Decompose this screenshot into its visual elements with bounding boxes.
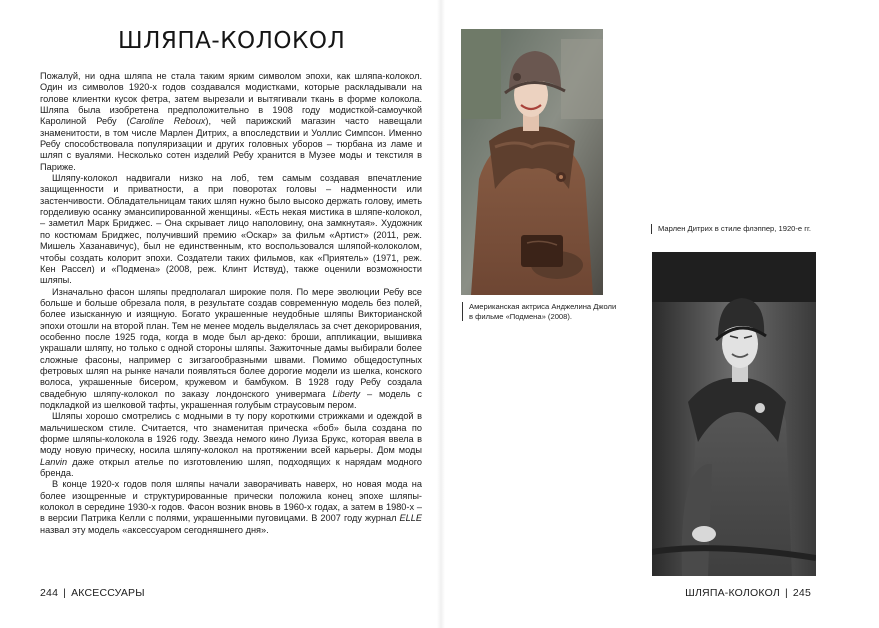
page-number-right: 245 bbox=[792, 587, 811, 599]
section-label-left: АКСЕССУАРЫ bbox=[71, 587, 145, 599]
italic-run: Liberty bbox=[332, 388, 361, 399]
paragraph bbox=[40, 173, 422, 286]
footer-separator: | bbox=[63, 587, 67, 599]
text-run: Изначально фасон шляпы предполагал широкие поля. По мере эволюции Ребу все больше и больше обрезала поля, в результате создав современную модель без полей, более изысканную и изящную. Богато украшенные неудобные шляпы Викторианской эпохи отошли на второй план. Тем не менее модель выделялась за счет декорирования, особенно после 1925 года, когда в моде был ар-деко: броши, аппликации, вышивка украшали шляпу, но только с одной стороны шляпы. Зажиточные дамы выбирали более сложные фасоны, например с зигзагообразными швами. Помимо общедоступных фетровых шляп на рынке начали появляться более дорогие модели из шелка, конского волоса, украшенные бисером, кружевом и бамбуком. В 1928 году Ребу создала свадебную шляпу-колокол по заказу лондонского универмага bbox=[40, 286, 422, 399]
body-text bbox=[40, 71, 422, 536]
italic-run: Caroline Reboux bbox=[129, 116, 206, 127]
text-run: – модель с подкладкой из шелковой тафты, украшенная голубым страусовым пером. bbox=[40, 388, 422, 410]
photo-dietrich-illustration bbox=[652, 252, 816, 576]
text-run: Шляпы хорошо смотрелись с модными в ту пору короткими стрижками и одеждой в мальчишеском стиле. Считается, что знаменитая прическа «боб» была создана по форме шляпы-колокола в 1926 году. Звезда немого кино Луиза Брукс, которая ввела в моду новую прическу, носила шляпу-колокол на протяжении всей карьеры. Дом моды bbox=[40, 411, 422, 456]
page-title: ШЛЯПА-КОЛОКОЛ bbox=[118, 28, 346, 54]
caption-photo-dietrich: Марлен Дитрих в стиле флэппер, 1920-е гг. bbox=[651, 224, 818, 234]
book-gutter bbox=[437, 0, 445, 628]
footer-right bbox=[685, 587, 811, 599]
text-run: даже открыл ателье по изготовлению шляп, подходящих к нарядам модного бренда. bbox=[40, 456, 422, 479]
paragraph bbox=[40, 287, 422, 412]
footer-left bbox=[40, 587, 145, 599]
footer-separator-right: | bbox=[784, 587, 788, 599]
italic-run: Lanvin bbox=[40, 456, 68, 467]
paragraph bbox=[40, 411, 422, 479]
text-run: назвал эту модель «аксессуаром сегодняшнего дня». bbox=[40, 524, 269, 535]
italic-run: ELLE bbox=[399, 513, 422, 524]
photo-jolie-changeling bbox=[461, 29, 603, 295]
paragraph bbox=[40, 479, 422, 536]
section-label-right: ШЛЯПА-КОЛОКОЛ bbox=[685, 587, 780, 599]
photo-marlene-dietrich bbox=[652, 252, 816, 576]
paragraph bbox=[40, 71, 422, 173]
photo-jolie-illustration bbox=[461, 29, 603, 295]
caption-photo-jolie: Американская актриса Анджелина Джоли в фильме «Подмена» (2008). bbox=[462, 302, 619, 321]
text-run: ), чей парижский магазин часто навещали знаменитости, в том числе Марлен Дитрих, а впоследствии и Уоллис Симпсон. Именно Ребу способствовала популяризации и других головных уборов – тюрбана из ламе и шляп с вуалями. Несколько сотен изделий Ребу хранится в Музее моды и текстиля в Париже. bbox=[40, 116, 422, 172]
text-run: Шляпу-колокол надвигали низко на лоб, тем самым создавая впечатление защищенности и приватности, а при поворотах головы – надменности или застенчивости. Обладательницам таких шляп нужно было высоко держать голову, иметь горделивую осанку эмансипированной женщины. «Есть некая мистика в шляпе-колокол, – заметил Марк Бриджес. – Она скрывает лицо наполовину, она замкнутая». Художник по костюмам Бриджес, получивший премию «Оскар» за фильм «Артист» (2011, реж. Мишель Хазанавичус), был не единственным, кто воспользовался шляпой-колоколом, чтобы создать колорит эпохи. Создатели таких фильмов, как «Приятель» (1971, реж. Кен Рассел) и «Подмена» (2008, реж. Клинт Иствуд), также оценили возможности шляпы. bbox=[40, 173, 422, 286]
text-run: Пожалуй, ни одна шляпа не стала таким ярким символом эпохи, как шляпа-колокол. Один из символов 1920-х годов создавался модистками, которые раскладывали на голове клиентки кусок фетра, затем вырезали и вытягивали ткань в форме колокола. Шляпа была изобретена предположительно в 1908 году модисткой-самоучкой Каролиной Ребу ( bbox=[40, 71, 422, 127]
text-run: В конце 1920-х годов поля шляпы начали заворачивать наверх, но новая мода на более изощренные и структурированные прически положила конец эпохе шляпы-колокол в середине 1930-х годов. Фасон возник вновь в 1960-х годах, а затем в 1980-х – в версии Патрика Келли с полями, украшенными пуговицами. В 2007 году журнал bbox=[40, 479, 422, 524]
page-number-left: 244 bbox=[40, 587, 59, 599]
